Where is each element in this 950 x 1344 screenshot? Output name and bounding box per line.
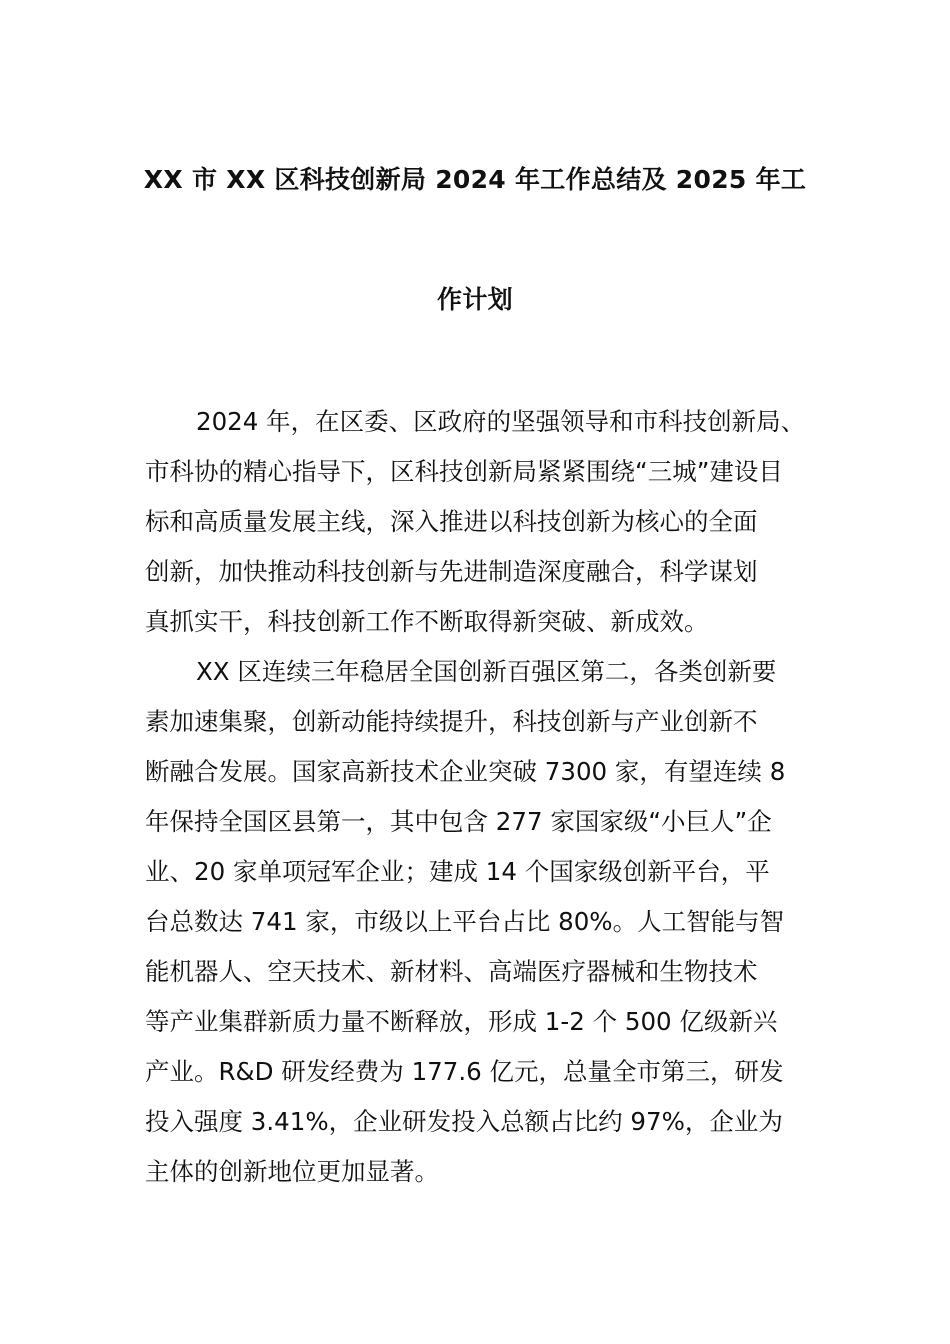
paragraph-line: 2024 年，在区委、区政府的坚强领导和市科技创新局、 <box>196 407 806 436</box>
paragraph-line: 市科协的精心指导下，区科技创新局紧紧围绕“三城”建设目 <box>145 457 783 486</box>
document-title-line-1: XX 市 XX 区科技创新局 2024 年工作总结及 2025 年工 <box>143 165 807 194</box>
paragraph-line: 年保持全国区县第一，其中包含 277 家国家级“小巨人”企 <box>145 807 772 836</box>
paragraph-line: 投入强度 3.41%，企业研发投入总额占比约 97%，企业为 <box>145 1107 783 1136</box>
paragraph-line: 能机器人、空天技术、新材料、高端医疗器械和生物技术 <box>145 957 758 986</box>
document-title-line-2: 作计划 <box>437 285 513 314</box>
paragraph-line: XX 区连续三年稳居全国创新百强区第二，各类创新要 <box>196 657 777 686</box>
paragraph-line: 台总数达 741 家，市级以上平台占比 80%。人工智能与智 <box>145 907 785 936</box>
paragraph-line: 产业。R&D 研发经费为 177.6 亿元，总量全市第三，研发 <box>145 1057 784 1086</box>
paragraph-line: 等产业集群新质力量不断释放，形成 1-2 个 500 亿级新兴 <box>145 1007 778 1036</box>
paragraph-line: 创新，加快推动科技创新与先进制造深度融合，科学谋划 <box>145 557 758 586</box>
paragraph-line: 真抓实干，科技创新工作不断取得新突破、新成效。 <box>145 607 709 636</box>
paragraph-line: 断融合发展。国家高新技术企业突破 7300 家，有望连续 8 <box>145 757 786 786</box>
paragraph-line: 素加速集聚，创新动能持续提升，科技创新与产业创新不 <box>145 707 758 736</box>
paragraph-line: 业、20 家单项冠军企业；建成 14 个国家级创新平台，平 <box>145 857 770 886</box>
paragraph-line: 主体的创新地位更加显著。 <box>145 1157 439 1186</box>
paragraph-line: 标和高质量发展主线，深入推进以科技创新为核心的全面 <box>145 507 758 536</box>
